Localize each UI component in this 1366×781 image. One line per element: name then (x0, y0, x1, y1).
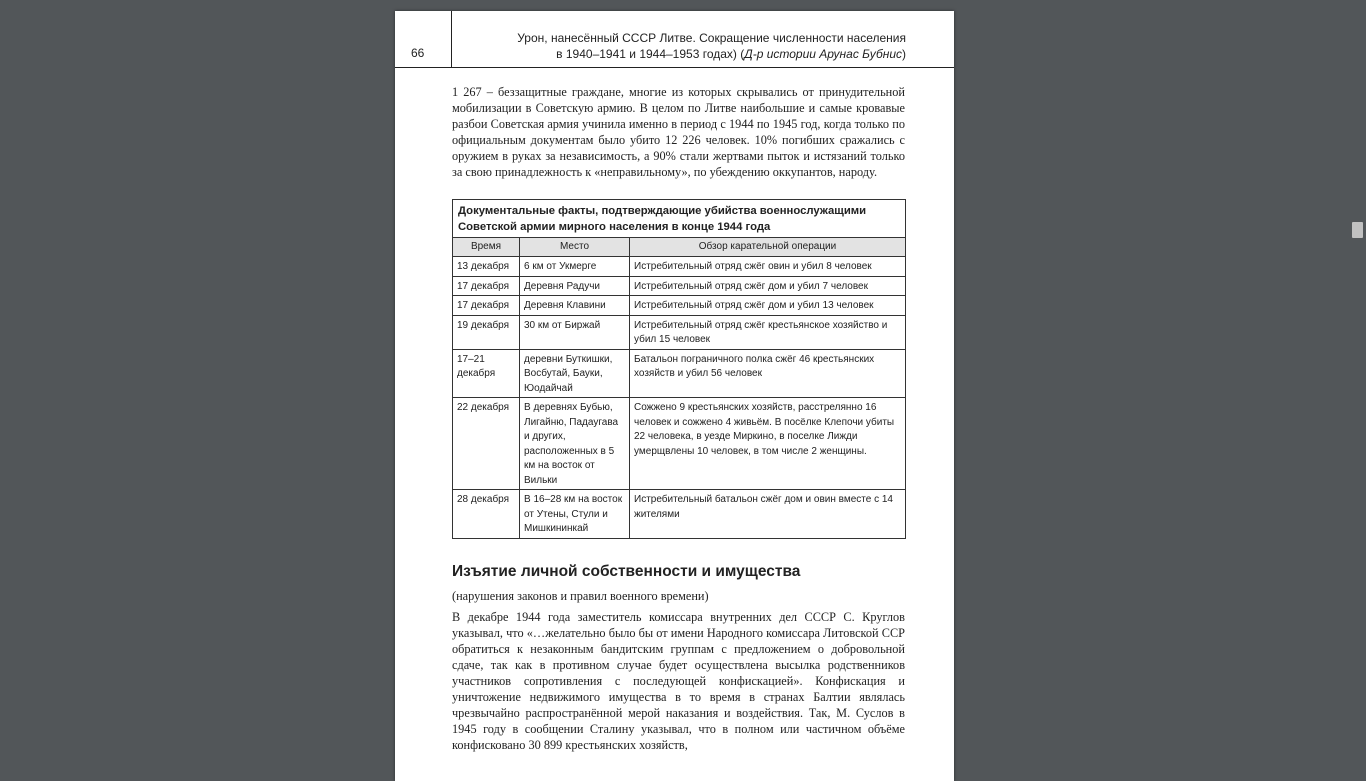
column-header-time: Время (453, 238, 520, 257)
table-row (453, 296, 906, 316)
column-header-place: Место (520, 238, 630, 257)
table-caption: Документальные факты, подтверждающие убийства военнослужащими Советской армии мирного населения в конце 1944 года (453, 200, 906, 238)
table-cell-time: 17 декабря (453, 296, 520, 316)
table-cell-time: 17–21 декабря (453, 349, 520, 398)
header-divider (451, 11, 452, 67)
table-cell-place: Деревня Радучи (520, 276, 630, 296)
table-cell-summary: Истребительный отряд сжёг дом и убил 7 человек (630, 276, 906, 296)
scrollbar-thumb[interactable] (1352, 222, 1363, 238)
table-row (453, 257, 906, 277)
table-header-row (453, 238, 906, 257)
table-cell-summary: Истребительный отряд сжёг крестьянское хозяйство и убил 15 человек (630, 315, 906, 349)
table-row (453, 490, 906, 539)
table-row (453, 315, 906, 349)
vertical-scrollbar[interactable] (1349, 0, 1366, 768)
table-cell-summary: Истребительный батальон сжёг дом и овин вместе с 14 жителями (630, 490, 906, 539)
table-cell-place: Деревня Клавини (520, 296, 630, 316)
table-cell-place: 6 км от Укмерге (520, 257, 630, 277)
table-cell-place: В 16–28 км на восток от Утены, Стули и Мишкининкай (520, 490, 630, 539)
section-paragraph-text: В декабре 1944 года заместитель комиссара внутренних дел СССР С. Круглов указывал, что «…желательно было бы от имени Народного комиссара Литовской ССР обратиться к незаконным бандитским группам с предложением о добровольной сдаче, так как в противном случае будет осуществлена высылка родственников участников сопротивления с последующей конфискацией». Конфискация и уничтожение недвижимого имущества в то время в странах Балтии являлась чрезвычайно распространённой мерой наказания и воздействия. Так, М. Суслов в 1945 году в сообщении Сталину указывал, что в полном или частичном объёме конфисковано 30 899 крестьянских хозяйств, (452, 610, 905, 752)
column-header-summary: Обзор карательной операции (630, 238, 906, 257)
atrocities-table (452, 199, 906, 539)
document-page (395, 11, 954, 781)
section-heading: Изъятие личной собственности и имущества (452, 563, 801, 580)
table-cell-summary: Истребительный отряд сжёг овин и убил 8 человек (630, 257, 906, 277)
table-cell-summary: Истребительный отряд сжёг дом и убил 13 человек (630, 296, 906, 316)
author-name: Д-р истории Арунас Бубнис (744, 47, 902, 61)
table-row (453, 276, 906, 296)
page-number: 66 (411, 46, 425, 60)
running-title (466, 30, 906, 62)
running-header (395, 11, 954, 68)
table-cell-time: 22 декабря (453, 398, 520, 490)
table-caption-row (453, 200, 906, 238)
section-subheading: (нарушения законов и правил военного времени) (452, 589, 709, 603)
table-cell-place: деревни Буткишки, Восбутай, Бауки, Юодайчай (520, 349, 630, 398)
table-cell-place: 30 км от Биржай (520, 315, 630, 349)
table-row (453, 398, 906, 490)
table-cell-time: 19 декабря (453, 315, 520, 349)
intro-paragraph-text: 1 267 – беззащитные граждане, многие из которых скрывались от принудительной мобилизации в Советскую армию. В целом по Литве наибольшие и самые кровавые разбои Советская армия учинила именно в период с 1944 по 1945 год, когда только по официальным документам было убито 12 226 человек. 10% погибших сражались с оружием в руках за независимость, а 90% стали жертвами пыток и истязаний только за свою принадлежность к «неправильному», по убеждению оккупантов, народу. (452, 85, 905, 179)
intro-paragraph (452, 84, 905, 180)
table-cell-time: 17 декабря (453, 276, 520, 296)
table-cell-summary: Сожжено 9 крестьянских хозяйств, расстрелянно 16 человек и сожжено 4 живьём. В посёлке Клепочи убиты 22 человека, в уезде Миркино, в поселке Лижди умерщвлены 10 человек, в том числе 2 женщины. (630, 398, 906, 490)
table-cell-place: В деревнях Бубью, Лигайню, Падаугава и других, расположенных в 5 км на восток от Вильки (520, 398, 630, 490)
table-cell-time: 13 декабря (453, 257, 520, 277)
running-title-line1: Урон, нанесённый СССР Литве. Сокращение численности населения (517, 31, 906, 45)
running-title-close: ) (902, 47, 906, 61)
running-title-line2: в 1940–1941 и 1944–1953 годах) ( (556, 47, 745, 61)
table-row (453, 349, 906, 398)
table-cell-time: 28 декабря (453, 490, 520, 539)
table-cell-summary: Батальон пограничного полка сжёг 46 крестьянских хозяйств и убил 56 человек (630, 349, 906, 398)
section-paragraph (452, 609, 905, 753)
